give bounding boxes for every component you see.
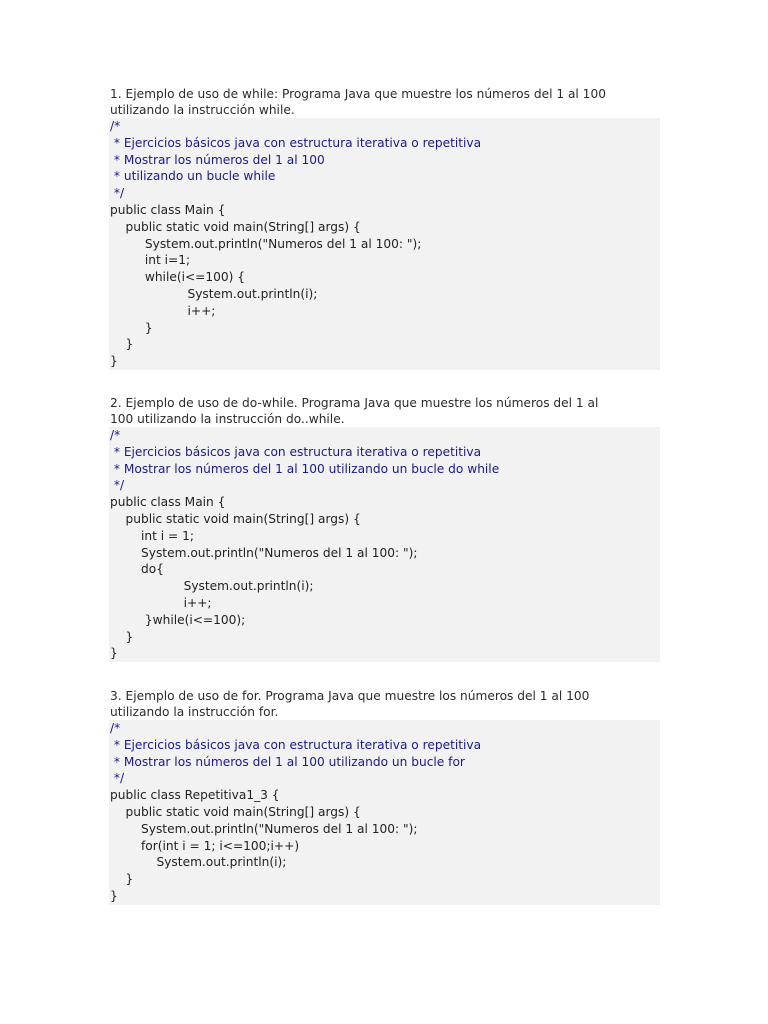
code-line: } [110, 646, 118, 661]
code-line: } [110, 888, 118, 903]
code-line: do{ [110, 562, 164, 577]
heading-line: 1. Ejemplo de uso de while: Programa Java que muestre los números del 1 al 100 [110, 87, 606, 101]
code-line: public class Main { [110, 202, 226, 217]
code-line: public static void main(String[] args) { [110, 219, 361, 234]
code-line: public class Main { [110, 495, 226, 510]
code-line: } [110, 872, 134, 887]
example-for-section [109, 688, 660, 905]
heading-line: 100 utilizando la instrucción do..while. [110, 412, 345, 426]
code-line: for(int i = 1; i<=100;i++) [110, 838, 300, 853]
code-line: public static void main(String[] args) { [110, 511, 361, 526]
code-line: int i = 1; [110, 528, 194, 543]
code-line: i++; [110, 303, 216, 318]
code-comment-line: /* [110, 428, 121, 442]
code-comment-line: /* [110, 721, 121, 735]
code-line: i++; [110, 595, 212, 610]
code-comment-line: * Ejercicios básicos java con estructura iterativa o repetitiva [110, 737, 482, 752]
code-line: System.out.println(i); [110, 579, 314, 594]
code-line: System.out.println("Numeros del 1 al 100: "); [110, 236, 422, 251]
code-line: int i=1; [110, 253, 191, 268]
example-heading [109, 86, 660, 118]
example-do-while-section [109, 395, 660, 662]
code-comment-line: */ [110, 771, 125, 786]
code-comment-line: * Mostrar los números del 1 al 100 [110, 152, 325, 167]
code-line: System.out.println("Numeros del 1 al 100: "); [110, 545, 418, 560]
code-line: public class Repetitiva1_3 { [110, 788, 280, 803]
code-line: while(i<=100) { [110, 270, 246, 285]
heading-line: utilizando la instrucción while. [110, 103, 295, 117]
code-comment-line: * Ejercicios básicos java con estructura iterativa o repetitiva [110, 444, 482, 459]
heading-line: 2. Ejemplo de uso de do-while. Programa Java que muestre los números del 1 al [110, 396, 599, 410]
heading-line: 3. Ejemplo de uso de for. Programa Java que muestre los números del 1 al 100 [110, 689, 590, 703]
code-comment-line: * Ejercicios básicos java con estructura iterativa o repetitiva [110, 135, 482, 150]
heading-line: utilizando la instrucción for. [110, 705, 279, 719]
example-heading [109, 395, 660, 427]
code-line: System.out.println("Numeros del 1 al 100: "); [110, 821, 418, 836]
code-comment-line: * utilizando un bucle while [110, 169, 276, 184]
code-line: } [110, 320, 153, 335]
example-while-section [109, 86, 660, 370]
code-comment-line: * Mostrar los números del 1 al 100 utilizando un bucle for [110, 754, 465, 769]
code-line: System.out.println(i); [110, 286, 318, 301]
code-line: } [110, 629, 134, 644]
code-block [109, 118, 660, 370]
code-line: public static void main(String[] args) { [110, 804, 361, 819]
code-block [109, 720, 660, 905]
code-comment-line: */ [110, 186, 125, 201]
code-comment-line: /* [110, 119, 121, 133]
code-block [109, 427, 660, 662]
code-line: }while(i<=100); [110, 612, 246, 627]
code-line: System.out.println(i); [110, 855, 287, 870]
code-line: } [110, 337, 134, 352]
code-comment-line: * Mostrar los números del 1 al 100 utilizando un bucle do while [110, 461, 500, 476]
code-comment-line: */ [110, 478, 125, 493]
example-heading [109, 688, 660, 720]
code-line: } [110, 354, 118, 369]
